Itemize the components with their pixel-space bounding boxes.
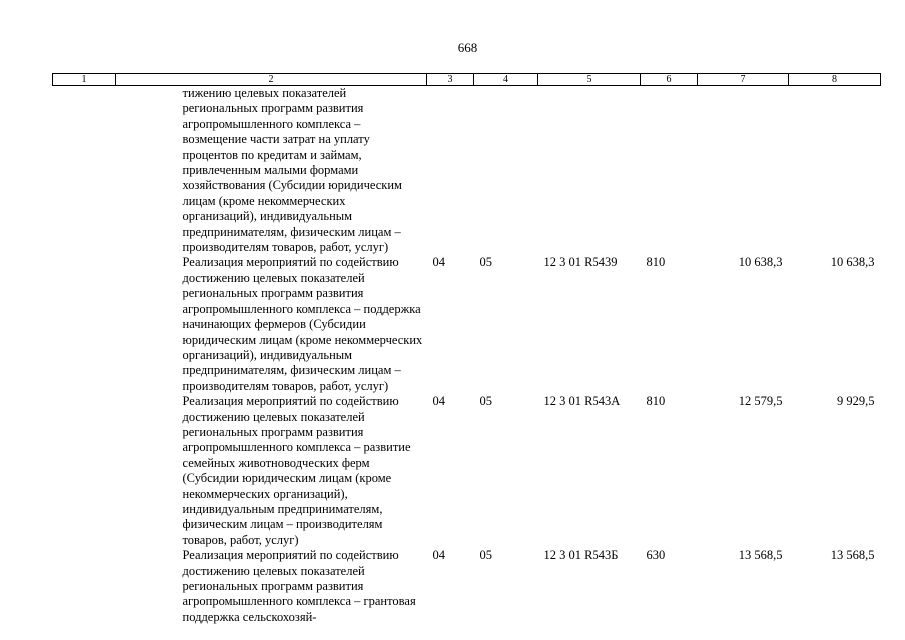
page-number: 668	[457, 40, 478, 55]
cell-sum-1: 13 568,5	[738, 548, 783, 563]
cell-sum-2: 9 929,5	[837, 394, 875, 409]
cell-col-1	[53, 548, 116, 625]
cell-target-article: 12 3 01 R543Б	[543, 548, 619, 563]
cell-expense-type: 630	[646, 548, 666, 563]
cell-subsection	[474, 86, 538, 256]
header-row	[53, 74, 881, 86]
header-col-8: 8	[789, 74, 881, 86]
header-col-6: 6	[641, 74, 698, 86]
cell-expense-type	[641, 86, 698, 256]
budget-table	[52, 73, 881, 625]
cell-sum-1: 12 579,5	[738, 394, 783, 409]
cell-expense-type: 810	[646, 394, 666, 409]
table-row	[53, 255, 881, 394]
cell-target-article: 12 3 01 R5439	[543, 255, 618, 270]
cell-section: 04	[432, 255, 445, 270]
cell-section: 04	[432, 394, 445, 409]
cell-col-1	[53, 394, 116, 548]
header-col-5: 5	[538, 74, 641, 86]
cell-col-1	[53, 255, 116, 394]
header-col-1: 1	[53, 74, 116, 86]
table-row	[53, 86, 881, 256]
cell-sum-1: 10 638,3	[738, 255, 783, 270]
cell-target-article	[538, 86, 641, 256]
cell-subsection: 05	[479, 394, 492, 409]
cell-name: Реализация мероприятий по содействию достижению целевых показателей региональных программ развития агропромышленного комплекса – грантовая поддержка сельскохозяй-	[182, 548, 416, 624]
cell-sum-1	[698, 86, 789, 256]
table-row	[53, 394, 881, 548]
header-col-3: 3	[427, 74, 474, 86]
cell-expense-type: 810	[646, 255, 666, 270]
cell-subsection: 05	[479, 548, 492, 563]
cell-section: 04	[432, 548, 445, 563]
cell-name: тижению целевых показателей региональных программ развития агропромышленного комплекса – возмещение части затрат на уплату процентов по кредитам и займам, привлеченным малыми формами хозяйствования (Субсидии юридическим лицам (кроме некоммерческих организаций), индивидуальным предпринимателям, физическим лицам – производителям товаров, работ, услуг)	[182, 86, 402, 255]
header-col-7: 7	[698, 74, 789, 86]
cell-sum-2: 10 638,3	[830, 255, 875, 270]
header-col-2: 2	[116, 74, 427, 86]
cell-sum-2	[789, 86, 881, 256]
cell-target-article: 12 3 01 R543А	[543, 394, 621, 409]
table-row	[53, 548, 881, 625]
cell-section	[427, 86, 474, 256]
cell-subsection: 05	[479, 255, 492, 270]
cell-name: Реализация мероприятий по содействию достижению целевых показателей региональных программ развития агропромышленного комплекса – развитие семейных животноводческих ферм (Субсидии юридическим лицам (кроме некоммерческих организаций), индивидуальным предпринимателям, физическим лицам – производителям товаров, работ, услуг)	[182, 394, 411, 547]
header-col-4: 4	[474, 74, 538, 86]
cell-name: Реализация мероприятий по содействию достижению целевых показателей региональных программ развития агропромышленного комплекса – поддержка начинающих фермеров (Субсидии юридическим лицам (кроме некоммерческих организаций), индивидуальным предпринимателям, физическим лицам – производителям товаров, работ, услуг)	[182, 255, 423, 393]
cell-sum-2: 13 568,5	[830, 548, 875, 563]
cell-col-1	[53, 86, 116, 256]
